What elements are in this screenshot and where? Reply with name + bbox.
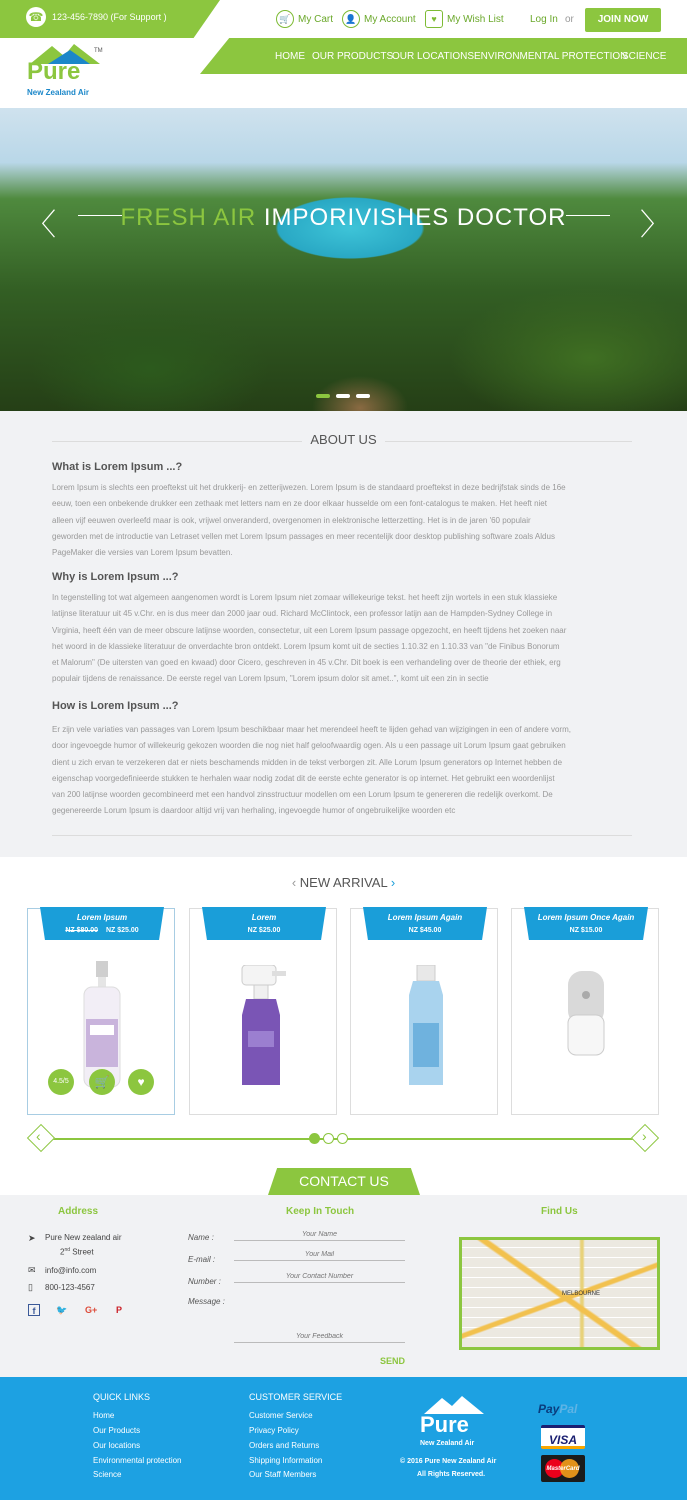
add-to-wishlist-icon[interactable]: ♥ (128, 1069, 154, 1095)
arrival-prev-icon[interactable]: ‹ (291, 875, 297, 890)
about-heading-1: What is Lorem Ipsum ...? (52, 461, 183, 473)
about-heading-3: How is Lorem Ipsum ...? (52, 700, 179, 712)
carousel-dot-1[interactable] (309, 1133, 320, 1144)
cart-icon: 🛒 (276, 10, 294, 28)
product-card-3[interactable] (350, 908, 498, 1115)
my-account-link[interactable]: 👤 My Account (342, 10, 416, 28)
add-to-cart-icon[interactable]: 🛒 (89, 1069, 115, 1095)
pinterest-icon[interactable]: P (115, 1305, 122, 1315)
address-line-2: 2nd Street (60, 1247, 94, 1257)
twitter-icon[interactable]: 🐦 (56, 1305, 68, 1315)
carousel-dot-2[interactable] (323, 1133, 334, 1144)
contact-title: CONTACT US (299, 1173, 389, 1189)
number-input[interactable] (234, 1271, 405, 1283)
about-title: ABOUT US (0, 432, 687, 447)
product-name: Lorem Ipsum Once Again (537, 913, 635, 922)
new-arrival-title: ‹ NEW ARRIVAL › (291, 875, 396, 890)
map-city-label: MELBOURNE (562, 1291, 601, 1297)
product-ribbon (202, 907, 326, 940)
nav-our-locations[interactable]: OUR LOCATIONS (392, 51, 475, 62)
customer-service-heading: CUSTOMER SERVICE (249, 1392, 343, 1402)
about-section (0, 411, 687, 857)
phone-number: 800-123-4567 (45, 1283, 95, 1292)
nav-our-products[interactable]: OUR PRODUCTS (312, 51, 394, 62)
email-text[interactable]: info@info.com (45, 1266, 97, 1275)
product-name: Lorem (251, 913, 277, 922)
detergent-bottle-image (405, 965, 447, 1089)
number-label: Number : (188, 1277, 221, 1286)
carousel-prev-frame[interactable] (27, 1124, 55, 1152)
email-label: E-mail : (188, 1255, 216, 1264)
arrival-next-icon[interactable]: › (390, 875, 396, 890)
product-card-2[interactable] (189, 908, 337, 1115)
product-price: NZ $25.00 (247, 927, 281, 934)
hero-dot-3[interactable] (356, 394, 370, 398)
footer-link-products[interactable]: Our Products (93, 1426, 141, 1435)
carousel-dot-3[interactable] (337, 1133, 348, 1144)
send-button[interactable]: SEND (380, 1356, 406, 1366)
air-freshener-image (564, 971, 608, 1061)
location-map[interactable] (459, 1237, 660, 1350)
mail-icon: ✉ (28, 1265, 36, 1275)
hero-dot-2[interactable] (336, 394, 350, 398)
or-text: or (565, 14, 574, 25)
phone-icon: ☎ (26, 7, 46, 27)
product-price: NZ $45.00 (408, 927, 442, 934)
visa-logo: VISA (541, 1425, 585, 1449)
google-plus-icon[interactable]: G+ (85, 1305, 98, 1315)
product-price: NZ $80.00 NZ $25.00 (65, 927, 139, 934)
product-card-4[interactable] (511, 908, 659, 1115)
paypal-logo: PayPal (538, 1402, 578, 1416)
my-wishlist-link[interactable]: ♥ My Wish List (425, 10, 504, 28)
product-ribbon (40, 907, 164, 940)
about-paragraph-3: Er zijn vele variaties van passages van Lorem Ipsum beschikbaar maar het merendeel heeft te lijden gehad van wijzigingen in een of andere vorm, door ingevoegde humor of willekeurig gekozen woorden die nog niet half geloofwaardig ogen. Als u een passage uit Lorum Ipsum gaat gebruiken dient u zich ervan te verzekeren dat er niets beschamends midden in de tekst verborgen zit. Alle Lorum Ipsum generators op Internet hebben de eigenschap voorgedefinieerde stukken te herhalen waar nodig zodat dit de eerste echte generator is op internet. Het gebruikt een woordenlijst van 200 latijnse woorden gecombineerd met een handvol zinsstructuur modellen om een Lorum Ipsum te genereren die redelijk overkomt. De gegenereerde Lorum Ipsum is daardoor altijd vrij van herhaling, ingevoegde humor of ongebruikelijke woorden etc (52, 725, 571, 816)
product-card-1[interactable] (27, 908, 175, 1115)
footer-logo-subtitle: New Zealand Air (420, 1440, 475, 1447)
nav-home[interactable]: HOME (275, 51, 305, 62)
footer-link-customer-service[interactable]: Customer Service (249, 1411, 313, 1420)
about-paragraph-2: In tegenstelling tot wat algemeen aangenomen wordt is Lorem Ipsum niet zomaar willekeurige tekst. het heeft zijn wortels in een stuk klassieke latijnse literatuur uit 45 v.Chr. en is dus meer dan 2000 jaar oud. Richard McClintock, een professor latijn aan de Hampden-Sydney College in Virginia, heeft één van de meer obscure latijnse woorden, consectetur, uit een Lorem Ipsum passage opgezocht, en heeft tijdens het zoeken naar het woord in de klassieke literatuur de onverdachte bron ontdekt. Lorem Ipsum komt uit de secties 1.10.32 en 1.10.33 van "de Finibus Bonorum et Malorum" (De uitersten van goed en kwaad) door Cicero, geschreven in 45 v.Chr. Dit boek is een verhandeling over de theorie der ethiek, erg populair tijdens de renaissance. De eerste regel van Lorem Ipsum, "Lorem ipsum dolor sit amet..", komt uit een zin in sectie (52, 593, 567, 684)
carousel-next-icon[interactable]: › (642, 1128, 647, 1144)
footer-link-shipping[interactable]: Shipping Information (249, 1456, 323, 1465)
footer-link-home[interactable]: Home (93, 1411, 115, 1420)
footer-logo-name: Pure (420, 1412, 469, 1437)
wishlist-icon: ♥ (425, 10, 443, 28)
name-label: Name : (188, 1233, 214, 1242)
footer-link-privacy[interactable]: Privacy Policy (249, 1426, 299, 1435)
hero-dot-1[interactable] (316, 394, 330, 398)
my-cart-link[interactable]: 🛒 My Cart (276, 10, 333, 28)
product-name: Lorem Ipsum (76, 913, 128, 922)
logo-subtitle: New Zealand Air (27, 88, 89, 97)
quick-links-heading: QUICK LINKS (93, 1392, 151, 1402)
address-heading: Address (58, 1206, 99, 1217)
email-input[interactable] (234, 1249, 405, 1261)
footer-link-science[interactable]: Science (93, 1470, 122, 1479)
product-ribbon (363, 907, 487, 940)
support-phone: 123-456-7890 (For Support ) (52, 12, 167, 22)
hero-title: FRESH AIR IMPORIVISHES DOCTOR (120, 204, 567, 231)
mobile-icon: ▯ (28, 1282, 33, 1292)
mastercard-label: MasterCard (546, 1466, 580, 1472)
product-ribbon (524, 907, 648, 940)
rating-badge: 4.5/5 (48, 1069, 74, 1095)
trigger-spray-image (236, 965, 292, 1089)
carousel-prev-icon[interactable]: ‹ (36, 1128, 41, 1144)
footer-link-environment[interactable]: Environmental protection (93, 1456, 182, 1465)
logo-trademark: TM (94, 48, 103, 54)
hero-slider (0, 108, 687, 411)
product-name: Lorem Ipsum Again (387, 913, 463, 922)
user-icon: 👤 (342, 10, 360, 28)
find-us-heading: Find Us (541, 1206, 578, 1217)
logo-name[interactable]: Pure (27, 58, 81, 85)
name-input[interactable] (234, 1229, 405, 1241)
message-label: Message : (188, 1297, 225, 1306)
footer-mountain-logo-icon (424, 1394, 484, 1414)
location-icon: ➤ (28, 1233, 36, 1243)
about-bottom-divider (52, 835, 632, 836)
facebook-icon[interactable]: f (28, 1304, 40, 1316)
footer-link-locations[interactable]: Our locations (93, 1441, 141, 1450)
address-line-1: Pure New zealand air (45, 1233, 122, 1242)
keep-in-touch-heading: Keep In Touch (286, 1206, 355, 1217)
hero-next-arrow-icon[interactable]: 〉 (640, 209, 670, 242)
footer-link-orders[interactable]: Orders and Returns (249, 1441, 320, 1450)
nav-science[interactable]: SCIENCE (622, 51, 667, 62)
footer-link-staff[interactable]: Our Staff Members (249, 1470, 317, 1479)
message-input[interactable] (234, 1331, 405, 1343)
copyright-line-1: © 2016 Pure New Zealand Air (400, 1458, 497, 1465)
login-link[interactable]: Log In (530, 14, 558, 25)
about-heading-2: Why is Lorem Ipsum ...? (52, 571, 179, 583)
product-price: NZ $15.00 (569, 927, 603, 934)
hero-prev-arrow-icon[interactable]: 〈 (26, 209, 56, 242)
join-now-button[interactable]: JOIN NOW (585, 8, 661, 32)
about-paragraph-1: Lorem Ipsum is slechts een proeftekst uit het drukkerij- en zetterijwezen. Lorem Ipsum is de standaard proeftekst in deze bedrijfstak sinds de 16e eeuw, toen een onbekende drukker een zethaak met letters nam en ze door elkaar husselde om een font-catalogus te maken. Het heeft niet alleen vijf eeuwen overleefd maar is ook, vrijwel onveranderd, overgenomen in elektronische letterzetting. Het is in de jaren '60 populair geworden met de introductie van Letraset vellen met Lorem Ipsum passages en meer recentelijk door desktop publishing software zoals Aldus PageMaker die versies van Lorem Ipsum bevatten. (52, 483, 566, 558)
nav-environmental-protection[interactable]: ENVIRONMENTAL PROTECTION (474, 51, 628, 62)
copyright-line-2: All Rights Reserved. (417, 1471, 486, 1478)
